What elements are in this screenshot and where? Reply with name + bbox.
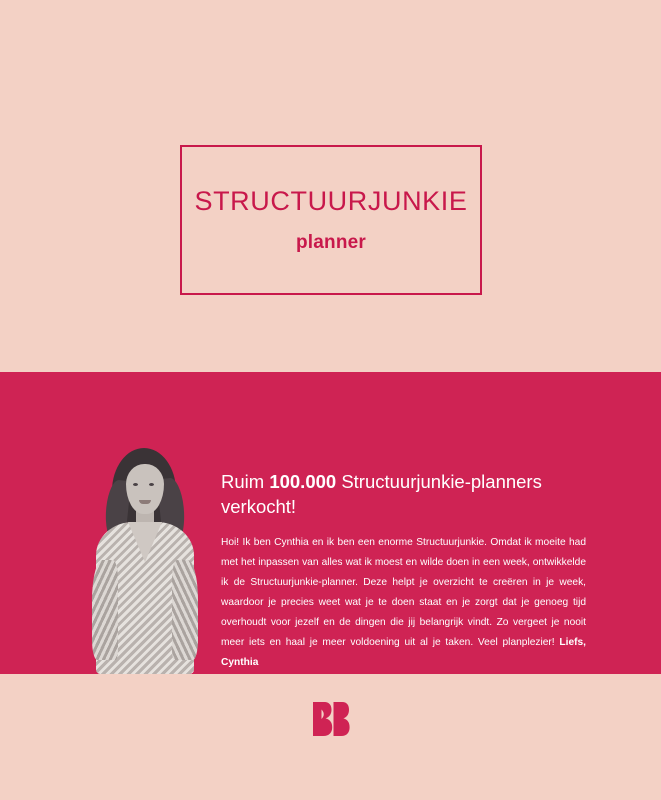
author-banner — [0, 372, 661, 674]
headline-number: 100.000 — [269, 471, 337, 492]
portrait-eye-right — [149, 483, 154, 486]
portrait-arm-right — [172, 560, 198, 660]
banner-text-block — [221, 470, 586, 672]
headline-suffix: Structuurjunkie-planners verkocht! — [221, 471, 542, 517]
title-frame — [180, 145, 482, 295]
body-signature: Liefs, Cynthia — [221, 636, 586, 668]
portrait-eye-left — [133, 483, 138, 486]
banner-body-text — [221, 533, 586, 672]
portrait-illustration — [88, 442, 201, 674]
cover-top-section — [0, 0, 661, 372]
portrait-arm-left — [92, 560, 118, 660]
author-photo — [88, 442, 201, 674]
book-title: STRUCTUURJUNKIE — [194, 186, 468, 216]
book-subtitle: planner — [295, 232, 367, 253]
cover-bottom-section — [0, 674, 661, 800]
body-paragraph: Hoi! Ik ben Cynthia en ik ben een enorme Structuurjunkie. Omdat ik moeite had met het inpassen van alles wat ik moest en wilde doen in een week, ontwikkelde ik de Structuurjunkie-planner. Deze helpt je overzicht te creëren in je week, waardoor je precies weet wat je te doen staat en je zorgt dat je genoeg tijd overhoudt voor jezelf en de dingen die jij belangrijk vindt. Zo vergeet je nooit meer iets en haal je meer voldoening uit al je taken. Veel planplezier! — [221, 537, 586, 648]
banner-headline — [221, 470, 586, 519]
bb-publisher-logo — [311, 700, 351, 738]
headline-prefix: Ruim — [221, 471, 270, 492]
